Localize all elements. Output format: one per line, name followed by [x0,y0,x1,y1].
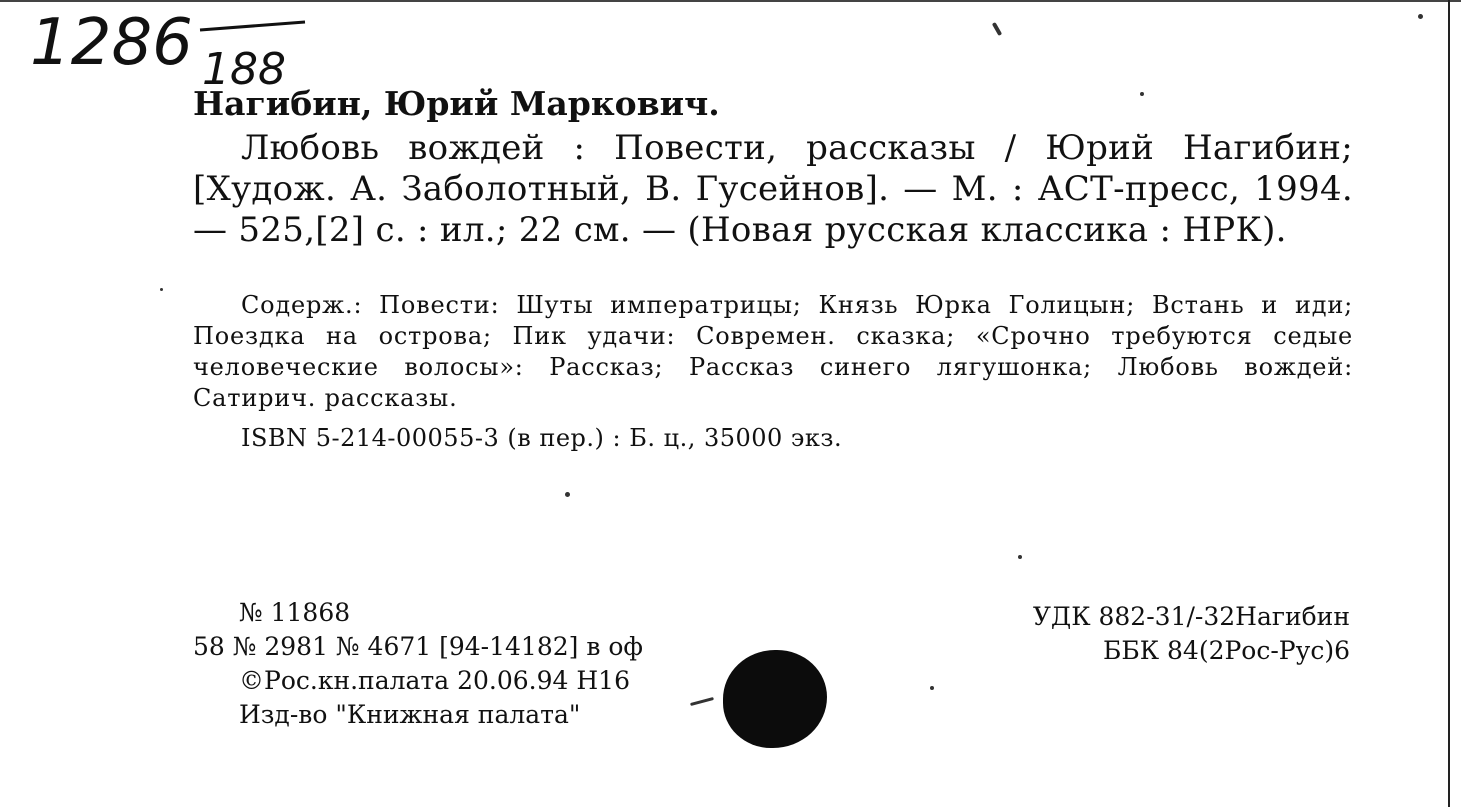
scan-speck [1018,555,1022,559]
registration-block [193,596,643,732]
registration-codes: 58 № 2981 № 4671 [94-14182] в оф [193,632,643,661]
title-description: Любовь вождей : Повести, рассказы / Юрий Нагибин; [Худож. А. Заболотный, В. Гусейнов]. — М. : АСТ-пресс, 1994. — 525,[2] с. : ил.; 22 см. — (Новая русская классика : НРК). [193,128,1353,250]
card-right-edge [1448,0,1450,807]
chamber-stamp: ©Рос.кн.палата 20.06.94 Н16 [239,666,630,695]
isbn-line: ISBN 5-214-00055-3 (в пер.) : Б. ц., 35000 экз. [241,424,843,452]
publisher-line: Изд-во "Книжная палата" [239,700,581,729]
handwritten-number: 1286 [30,6,193,80]
handwritten-sub-number: 188 [202,44,286,95]
registration-number: № 11868 [239,598,351,627]
scan-speck [1140,92,1144,96]
scan-speck [690,697,714,706]
scan-speck [565,492,570,497]
udk-index: УДК 882-31/-32Нагибин [1032,602,1350,631]
contents-note: Содерж.: Повести: Шуты императрицы; Князь Юрка Голицын; Встань и иди; Поездка на острова; Пик удачи: Современ. сказка; «Срочно требуются седые человеческие волосы»: Рассказ; Рассказ синего лягушонка; Любовь вождей: Сатирич. рассказы. [193,291,1353,412]
scan-speck [992,22,1002,36]
handwritten-underline [200,22,305,30]
ink-blot [723,650,827,748]
bbk-index: ББК 84(2Рос-Рус)6 [1102,636,1350,665]
scan-speck [1418,14,1423,19]
classification-block [970,600,1350,668]
author-heading: Нагибин, Юрий Маркович. [193,84,720,123]
scan-speck [160,288,163,291]
scan-speck [930,686,934,690]
